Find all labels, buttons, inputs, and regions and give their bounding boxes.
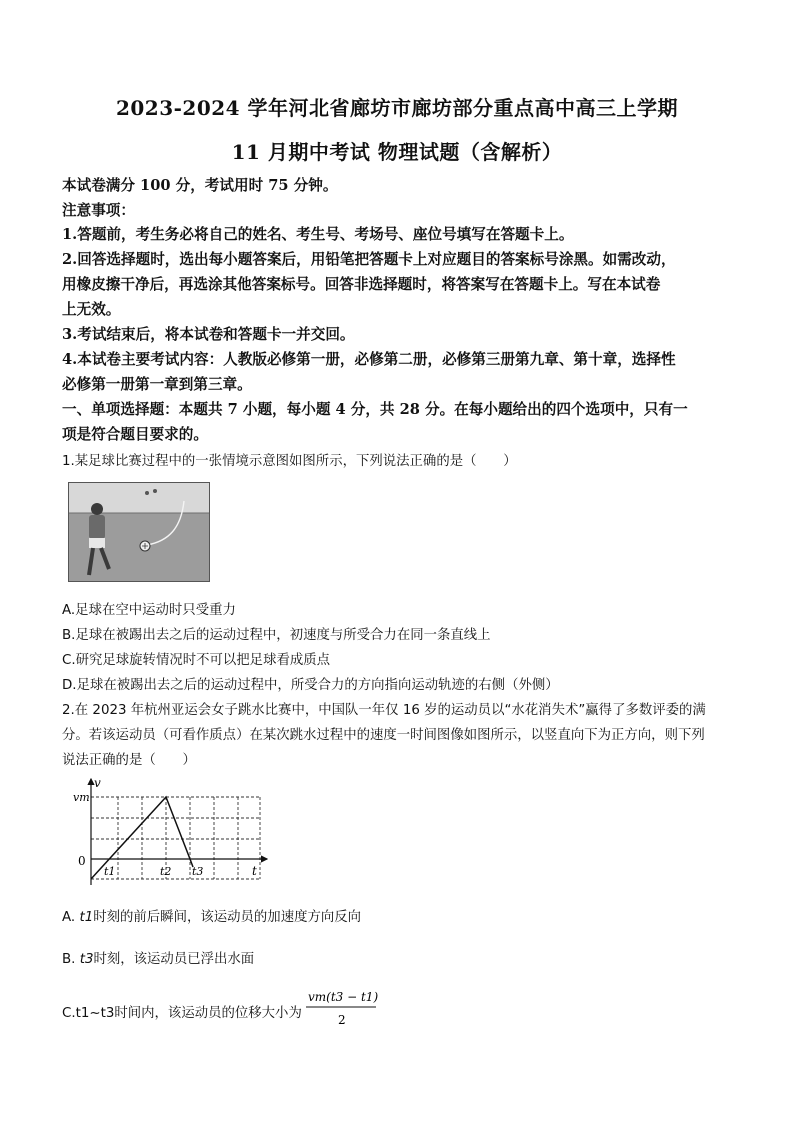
q2-option-c-formula (306, 986, 380, 1034)
q2-option-b-prefix: B. (62, 952, 80, 967)
origin-label: 0 (78, 854, 86, 868)
q1-option-c: C.研究足球旋转情况时不可以把足球看成质点 (62, 653, 331, 668)
note-1: 1.答题前，考生务必将自己的姓名、考生号、考场号、座位号填写在答题卡上。 (62, 226, 574, 243)
t2-label: t2 (160, 865, 172, 878)
exam-title-line2: 11 月期中考试 物理试题（含解析） (231, 140, 563, 164)
note-4-line2: 必修第一册第一章到第三章。 (62, 376, 252, 393)
q2-option-a (62, 906, 737, 925)
notes-heading: 注意事项： (62, 202, 135, 219)
q2-option-a-text: 时刻的前后瞬间，该运动员的加速度方向反向 (93, 910, 362, 925)
section1-heading-line1: 一、单项选择题：本题共 7 小题，每小题 4 分，共 28 分。在每小题给出的四个选项中，只有一 (62, 401, 688, 418)
t3-label: t3 (192, 865, 204, 878)
formula-denominator: 2 (338, 1013, 346, 1027)
t1-label: t1 (104, 865, 116, 878)
exam-title-line1: 2023-2024 学年河北省廊坊市廊坊部分重点高中高三上学期 (115, 96, 679, 120)
q2-option-b (62, 948, 737, 967)
q1-soccer-photo (68, 482, 210, 582)
q2-stem-line1: 2.在 2023 年杭州亚运会女子跳水比赛中，中国队一年仅 16 岁的运动员以“水花消失术”赢得了多数评委的满 (62, 703, 706, 718)
q1-stem: 1.某足球比赛过程中的一张情境示意图如图所示，下列说法正确的是（ ） (62, 454, 517, 469)
q2-option-b-text: 时刻，该运动员已浮出水面 (93, 952, 255, 967)
fraction-formula (306, 986, 380, 1030)
x-axis-label: t (252, 864, 257, 878)
q2-option-c: C.t1~t3时间内，该运动员的位移大小为 (62, 1006, 302, 1021)
y-axis-label: v (94, 776, 101, 790)
note-2-line2: 用橡皮擦干净后，再选涂其他答案标号。回答非选择题时，将答案写在答题卡上。写在本试卷 (62, 276, 661, 293)
score-time-info: 本试卷满分 100 分，考试用时 75 分钟。 (62, 177, 338, 194)
q1-option-b: B.足球在被踢出去之后的运动过程中，初速度与所受合力在同一条直线上 (62, 628, 491, 643)
soccer-scene-image (69, 483, 209, 581)
q2-velocity-time-graph (70, 775, 270, 889)
q1-option-a: A.足球在空中运动时只受重力 (62, 603, 236, 618)
note-2-line1: 2.回答选择题时，选出每小题答案后，用铅笔把答题卡上对应题目的答案标号涂黑。如需改动， (62, 251, 676, 268)
note-2-line3: 上无效。 (62, 301, 121, 318)
section1-heading-line2: 项是符合题目要求的。 (62, 426, 208, 443)
q1-option-d: D.足球在被踢出去之后的运动过程中，所受合力的方向指向运动轨迹的右侧（外侧） (62, 678, 559, 693)
q2-stem-line2: 分。若该运动员（可看作质点）在某次跳水过程中的速度一时间图像如图所示，以竖直向下为正方向，则下列 (62, 728, 705, 743)
q2-option-a-var: t1 (79, 910, 94, 925)
note-4-line1: 4.本试卷主要考试内容：人教版必修第一册，必修第二册，必修第三册第九章、第十章，选择性 (62, 351, 676, 368)
vm-label: vm (73, 791, 90, 804)
formula-numerator: vm(t3 − t1) (308, 990, 379, 1004)
q2-option-a-prefix: A. (62, 910, 80, 925)
note-3: 3.考试结束后，将本试卷和答题卡一并交回。 (62, 326, 355, 343)
q2-option-b-var: t3 (79, 952, 94, 967)
vt-graph-svg (70, 775, 270, 885)
q2-stem-line3: 说法正确的是（ ） (62, 753, 196, 768)
graph-dashed-grid (91, 797, 260, 879)
